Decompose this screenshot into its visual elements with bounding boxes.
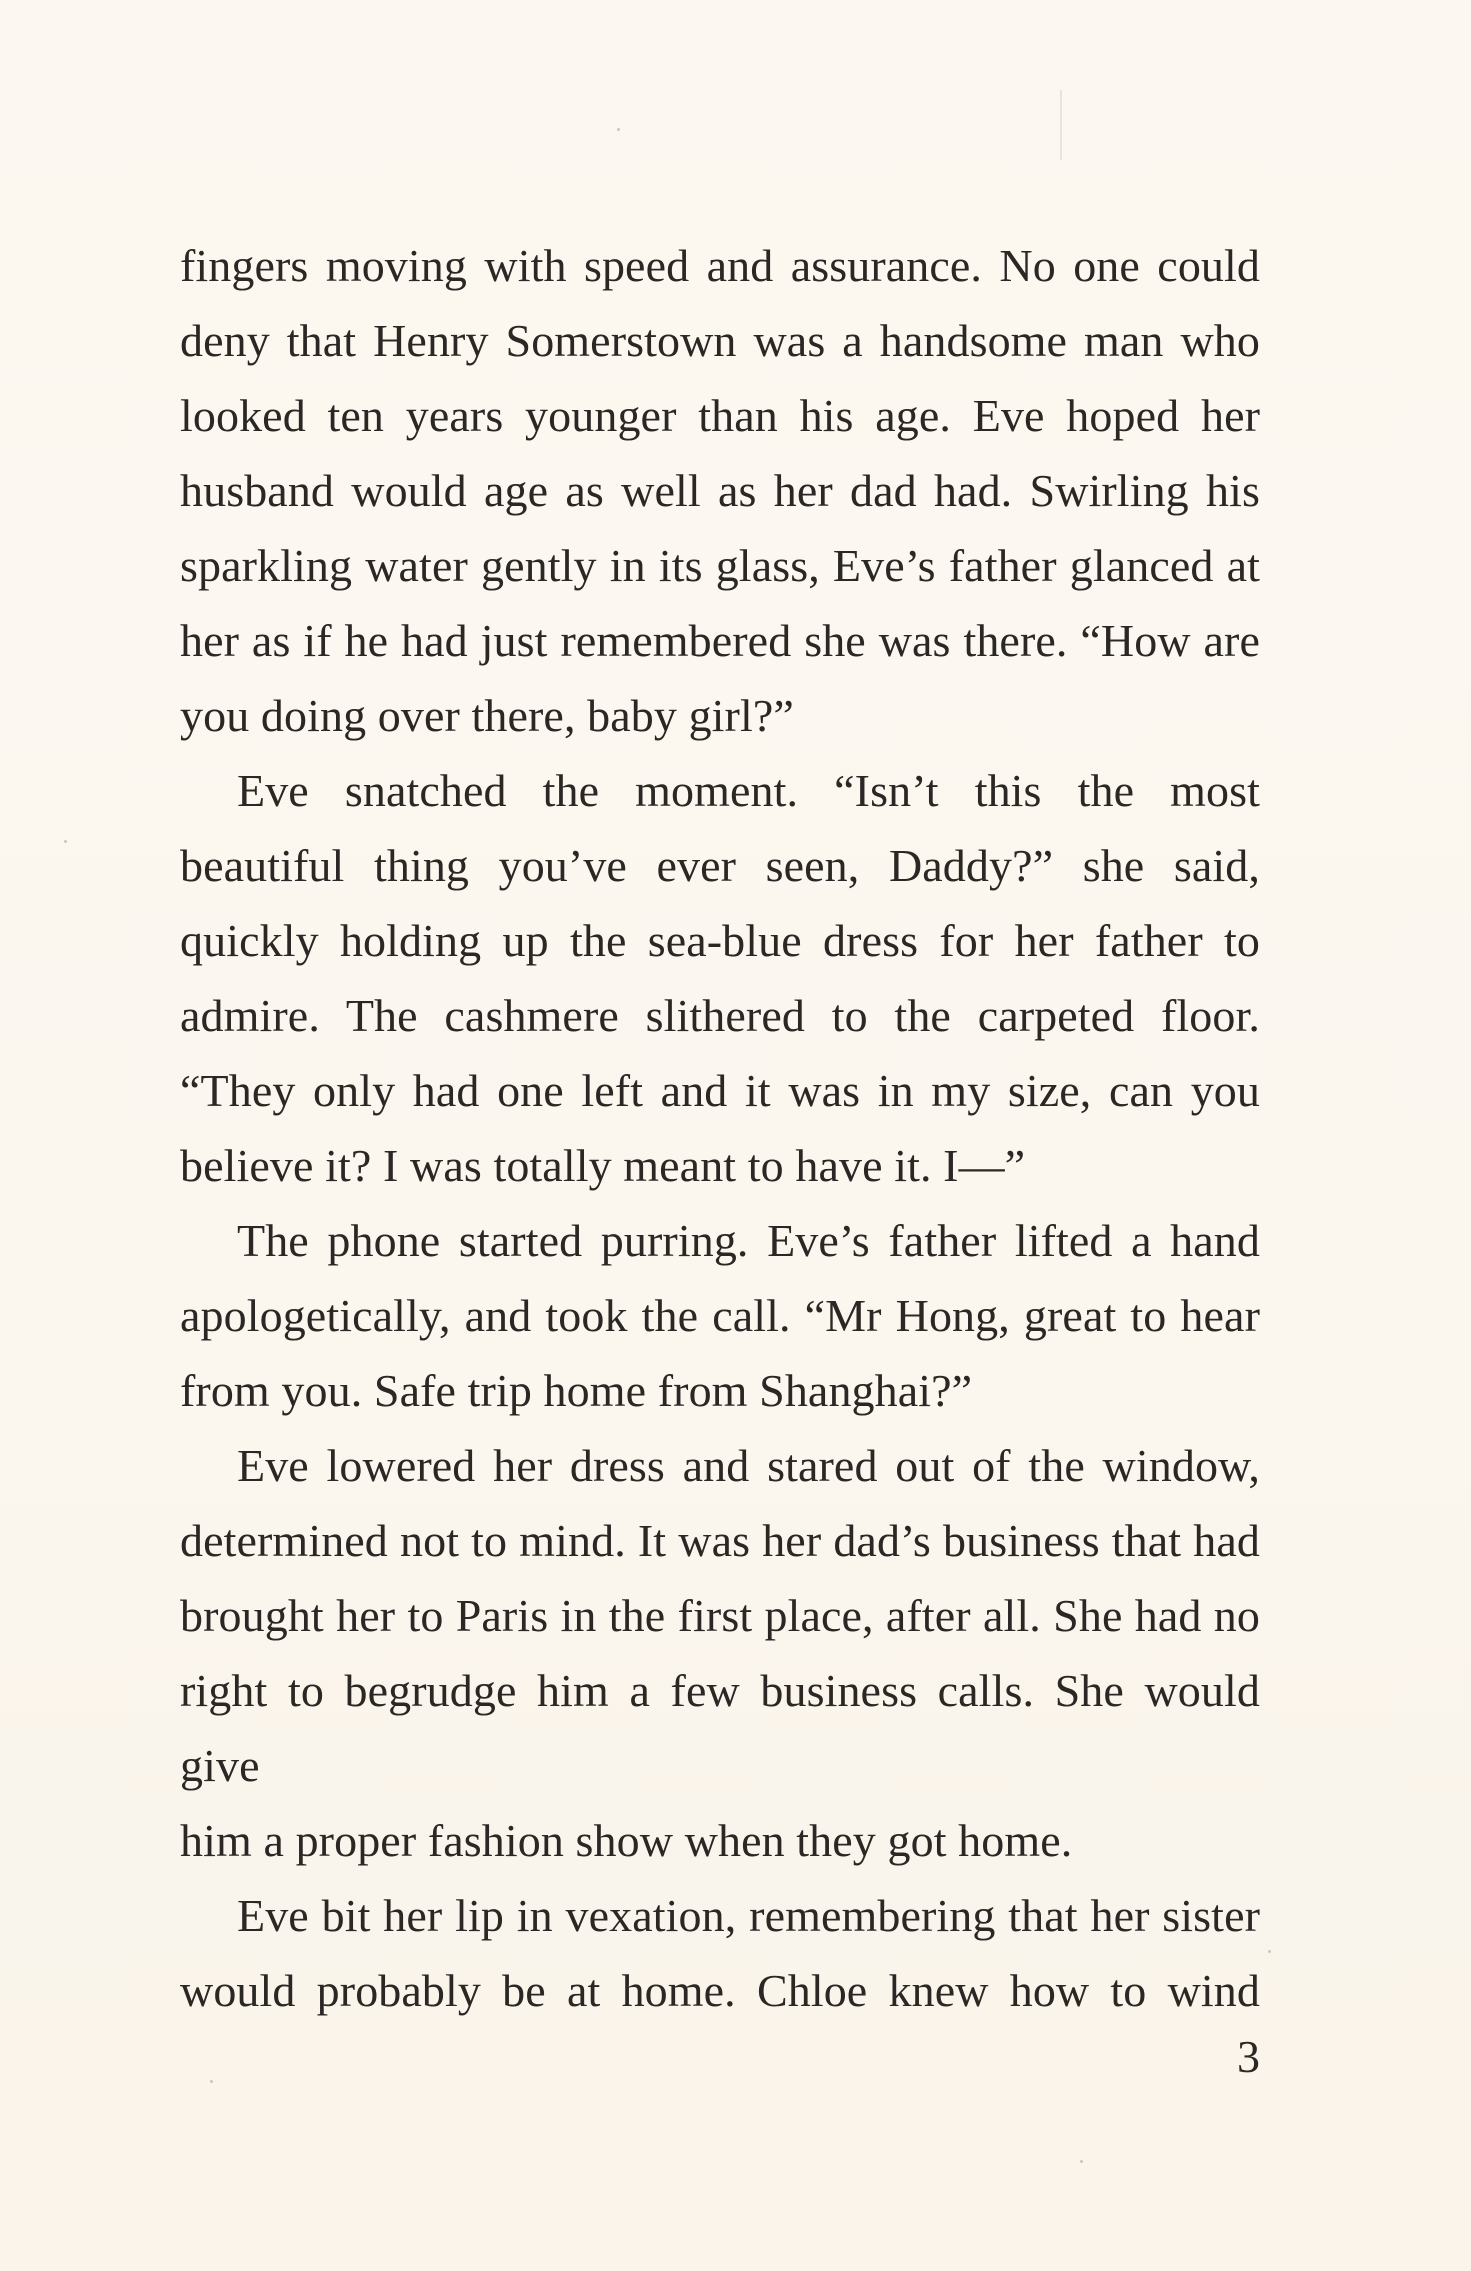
- text-line: would probably be at home. Chloe knew how to wind: [180, 1965, 1260, 2016]
- page-crease: [1060, 90, 1062, 160]
- text-line: The phone started purring. Eve’s father lifted a hand: [237, 1215, 1260, 1266]
- text-line: sparkling water gently in its glass, Eve’s father glanced at: [180, 540, 1260, 591]
- text-line: fingers moving with speed and assurance. No one could: [180, 240, 1260, 291]
- text-line: brought her to Paris in the first place, after all. She had no: [180, 1590, 1260, 1641]
- text-line: Eve snatched the moment. “Isn’t this the most: [237, 765, 1260, 816]
- page-number: 3: [1237, 2031, 1260, 2082]
- text-line: Eve lowered her dress and stared out of the window,: [237, 1440, 1260, 1491]
- text-line: Eve bit her lip in vexation, remembering that her sister: [237, 1890, 1260, 1941]
- paragraph-3: [180, 1203, 1260, 1428]
- paper-speck: [617, 128, 620, 131]
- text-line: husband would age as well as her dad had. Swirling his: [180, 465, 1260, 516]
- paper-speck: [1268, 1950, 1271, 1953]
- text-line: apologetically, and took the call. “Mr Hong, great to hear: [180, 1290, 1260, 1341]
- text-line: deny that Henry Somerstown was a handsome man who: [180, 315, 1260, 366]
- text-line: believe it? I was totally meant to have it. I—”: [180, 1140, 1026, 1191]
- text-line: quickly holding up the sea-blue dress for her father to: [180, 915, 1260, 966]
- paragraph-5: [180, 1878, 1260, 2028]
- paper-speck: [210, 2080, 213, 2083]
- text-line: from you. Safe trip home from Shanghai?”: [180, 1365, 973, 1416]
- text-line: admire. The cashmere slithered to the carpeted floor.: [180, 990, 1260, 1041]
- text-line: her as if he had just remembered she was there. “How are: [180, 615, 1260, 666]
- text-line: him a proper fashion show when they got home.: [180, 1815, 1073, 1866]
- text-line: right to begrudge him a few business calls. She would give: [180, 1665, 1260, 1791]
- text-line: beautiful thing you’ve ever seen, Daddy?” she said,: [180, 840, 1260, 891]
- paragraph-4: [180, 1428, 1260, 1878]
- paragraph-2: [180, 753, 1260, 1203]
- text-line: “They only had one left and it was in my size, can you: [180, 1065, 1260, 1116]
- text-line: you doing over there, baby girl?”: [180, 690, 794, 741]
- paragraph-1: [180, 228, 1260, 753]
- body-text: [180, 228, 1260, 2028]
- paper-speck: [64, 840, 67, 843]
- text-line: looked ten years younger than his age. Eve hoped her: [180, 390, 1260, 441]
- paper-speck: [1080, 2160, 1083, 2163]
- text-line: determined not to mind. It was her dad’s business that had: [180, 1515, 1260, 1566]
